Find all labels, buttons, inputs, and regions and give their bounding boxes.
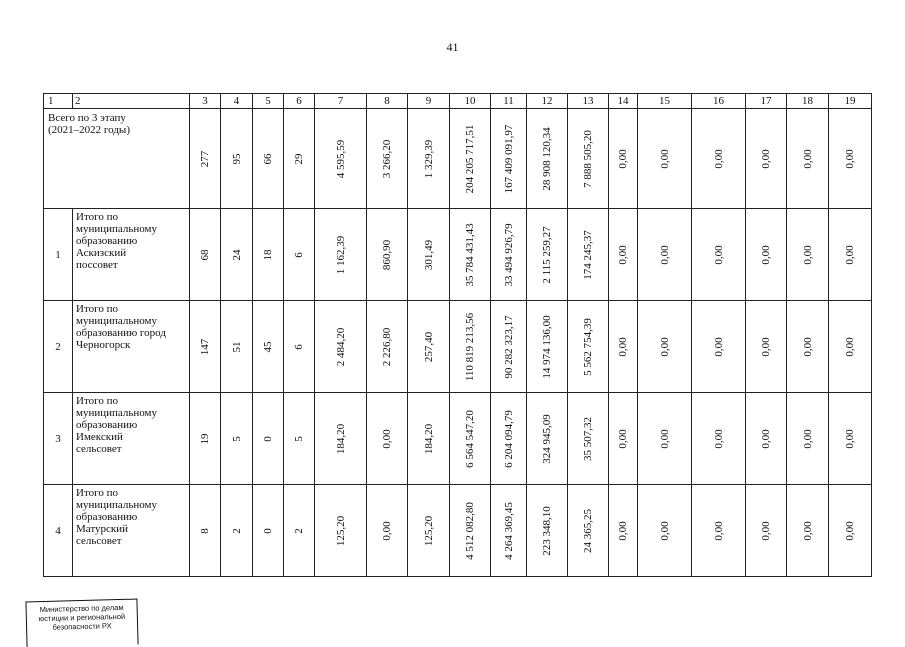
cell-value: 0,00 [712,148,725,169]
value-cell [221,301,253,393]
column-header: 5 [253,94,284,109]
name-line: Черногорск [76,339,131,351]
column-header: 2 [73,94,190,109]
value-cell [408,485,450,577]
cell-value: 174 245,37 [582,229,594,280]
name-line: муниципальному [76,315,158,327]
column-header: 11 [491,94,527,109]
value-cell [284,109,315,209]
cell-value: 0,00 [844,336,856,357]
table-row [44,393,872,485]
column-header: 15 [638,94,692,109]
cell-value: 5 562 754,39 [582,317,594,376]
cell-value: 0,00 [760,520,772,541]
cell-value: 301,49 [422,239,435,270]
column-header: 17 [746,94,787,109]
value-cell [491,485,527,577]
row-number: 2 [44,301,73,393]
cell-value: 28 908 120,34 [541,126,553,191]
cell-value: 0,00 [658,428,671,449]
value-cell [221,209,253,301]
value-cell [638,209,692,301]
name-line: поссовет [76,259,118,271]
cell-value: 0,00 [712,520,725,541]
cell-value: 0,00 [844,148,856,169]
cell-value: 2 115 259,27 [541,225,553,284]
column-header: 4 [221,94,253,109]
cell-value: 7 888 505,20 [582,129,594,188]
cell-value: 0,00 [844,244,856,265]
value-cell [568,393,609,485]
value-cell [315,393,367,485]
cell-value: 0,00 [760,336,772,357]
cell-value: 223 348,10 [541,505,553,556]
cell-value: 0,00 [617,520,629,541]
value-cell [284,393,315,485]
value-cell [284,209,315,301]
value-cell [190,485,221,577]
cell-value: 8 [199,527,211,534]
value-cell [746,209,787,301]
value-cell [568,485,609,577]
name-line: сельсовет [76,535,122,547]
municipality-name [73,485,190,577]
total-row [44,109,872,209]
cell-value: 90 282 323,17 [502,314,515,379]
cell-value: 35 784 431,43 [464,222,476,287]
value-cell [692,109,746,209]
cell-value: 0,00 [801,244,814,265]
cell-value: 167 409 091,97 [502,124,515,193]
value-cell [408,209,450,301]
cell-value: 6 [293,343,305,350]
cell-value: 860,90 [381,239,393,270]
name-line: Итого по [76,395,118,407]
cell-value: 68 [199,249,211,260]
column-header: 16 [692,94,746,109]
cell-value: 66 [262,153,274,164]
value-cell [221,485,253,577]
cell-value: 0 [262,435,274,442]
value-cell [284,485,315,577]
cell-value: 0,00 [712,244,725,265]
stamp-line: безопасности РХ [52,621,112,632]
cell-value: 2 [230,527,243,534]
cell-value: 45 [262,341,274,352]
value-cell [746,485,787,577]
value-cell [787,209,829,301]
cell-value: 2 [293,527,305,534]
cell-value: 51 [230,341,243,352]
cell-value: 0,00 [712,336,725,357]
cell-value: 0,00 [801,148,814,169]
cell-value: 4 512 082,80 [464,501,476,560]
value-cell [253,209,284,301]
value-cell [609,209,638,301]
value-cell [609,301,638,393]
name-line: Аскизский [76,247,127,259]
cell-value: 6 564 547,20 [464,409,476,468]
cell-value: 184,20 [422,423,435,454]
column-header: 12 [527,94,568,109]
value-cell [315,301,367,393]
cell-value: 0,00 [712,428,725,449]
cell-value: 0,00 [617,244,629,265]
value-cell [367,393,408,485]
name-line: муниципальному [76,499,158,511]
value-cell [568,109,609,209]
cell-value: 2 484,20 [334,327,347,366]
column-header: 10 [450,94,491,109]
name-line: муниципальному [76,223,158,235]
cell-value: 29 [293,153,305,164]
cell-value: 0,00 [801,520,814,541]
name-line: Имекский [76,431,123,443]
name-line: Итого по [76,487,118,499]
cell-value: 0,00 [658,148,671,169]
value-cell [450,393,491,485]
value-cell [746,109,787,209]
total-label-line: (2021–2022 годы) [48,124,130,136]
value-cell [450,301,491,393]
cell-value: 0,00 [381,520,393,541]
value-cell [221,393,253,485]
cell-value: 4 595,59 [334,139,347,178]
value-cell [609,109,638,209]
value-cell [692,393,746,485]
name-line: образованию [76,235,138,247]
cell-value: 0,00 [801,336,814,357]
cell-value: 24 [230,249,243,260]
cell-value: 0,00 [658,520,671,541]
cell-value: 324 945,09 [541,413,553,464]
cell-value: 33 494 926,79 [502,222,515,287]
cell-value: 0 [262,527,274,534]
cell-value: 24 365,25 [582,508,594,553]
value-cell [450,209,491,301]
municipality-name [73,393,190,485]
value-cell [450,109,491,209]
name-line: Итого по [76,303,118,315]
name-line: Матурский [76,523,129,535]
value-cell [315,485,367,577]
value-cell [253,109,284,209]
value-cell [491,301,527,393]
cell-value: 0,00 [381,428,393,449]
value-cell [692,209,746,301]
value-cell [491,109,527,209]
cell-value: 4 264 369,45 [502,501,515,560]
value-cell [284,301,315,393]
name-line: образованию [76,419,138,431]
cell-value: 1 329,39 [422,139,435,178]
value-cell [315,209,367,301]
value-cell [190,209,221,301]
column-header: 1 [44,94,73,109]
municipality-name [73,301,190,393]
value-cell [408,301,450,393]
cell-value: 184,20 [334,423,347,454]
value-cell [527,109,568,209]
value-cell [253,485,284,577]
value-cell [829,301,872,393]
total-label-line: Всего по 3 этапу [48,112,126,124]
column-header: 14 [609,94,638,109]
value-cell [829,109,872,209]
cell-value: 5 [230,435,243,442]
value-cell [527,301,568,393]
value-cell [190,301,221,393]
value-cell [568,209,609,301]
cell-value: 0,00 [844,428,856,449]
row-number: 1 [44,209,73,301]
cell-value: 14 974 136,00 [541,314,553,379]
cell-value: 0,00 [658,244,671,265]
cell-value: 2 226,80 [381,327,393,366]
value-cell [315,109,367,209]
value-cell [190,109,221,209]
cell-value: 125,20 [334,515,347,546]
name-line: образованию город [76,327,166,339]
value-cell [787,301,829,393]
cell-value: 6 [293,251,305,258]
cell-value: 19 [199,433,211,444]
cell-value: 5 [293,435,305,442]
stamp-line: Министерство по делам [39,602,124,615]
cell-value: 3 266,20 [381,139,393,178]
value-cell [638,109,692,209]
column-header: 9 [408,94,450,109]
column-header: 19 [829,94,872,109]
value-cell [746,393,787,485]
value-cell [450,485,491,577]
value-cell [221,109,253,209]
cell-value: 147 [199,338,211,355]
cell-value: 204 205 717,51 [464,124,476,193]
column-header: 8 [367,94,408,109]
municipality-name [73,209,190,301]
cell-value: 1 162,39 [334,235,347,274]
cell-value: 0,00 [760,428,772,449]
value-cell [787,109,829,209]
cell-value: 110 819 213,56 [464,312,476,381]
stamp-line: юстиции и региональной [38,611,126,624]
value-cell [367,485,408,577]
value-cell [491,209,527,301]
value-cell [527,393,568,485]
data-table [43,93,872,577]
column-header: 3 [190,94,221,109]
value-cell [491,393,527,485]
column-header: 6 [284,94,315,109]
value-cell [787,393,829,485]
cell-value: 35 507,32 [582,416,594,461]
cell-value: 0,00 [844,520,856,541]
header-row [44,94,872,109]
cell-value: 18 [262,249,274,260]
name-line: муниципальному [76,407,158,419]
table-row [44,301,872,393]
row-number: 4 [44,485,73,577]
value-cell [408,109,450,209]
value-cell [253,393,284,485]
value-cell [527,209,568,301]
value-cell [692,485,746,577]
value-cell [638,485,692,577]
page-number: 41 [446,40,459,54]
value-cell [190,393,221,485]
cell-value: 0,00 [801,428,814,449]
value-cell [829,209,872,301]
table-row [44,485,872,577]
cell-value: 0,00 [617,336,629,357]
cell-value: 257,40 [422,331,435,362]
cell-value: 277 [199,150,211,167]
cell-value: 0,00 [760,244,772,265]
value-cell [638,301,692,393]
value-cell [527,485,568,577]
total-label [44,109,190,209]
cell-value: 0,00 [658,336,671,357]
value-cell [367,301,408,393]
cell-value: 95 [230,153,243,164]
value-cell [692,301,746,393]
value-cell [829,393,872,485]
value-cell [367,109,408,209]
name-line: Итого по [76,211,118,223]
value-cell [609,485,638,577]
column-header: 18 [787,94,829,109]
cell-value: 0,00 [617,428,629,449]
table-row [44,209,872,301]
column-header: 13 [568,94,609,109]
value-cell [367,209,408,301]
value-cell [253,301,284,393]
value-cell [746,301,787,393]
value-cell [609,393,638,485]
value-cell [568,301,609,393]
column-header: 7 [315,94,367,109]
value-cell [787,485,829,577]
name-line: образованию [76,511,138,523]
value-cell [638,393,692,485]
value-cell [829,485,872,577]
row-number: 3 [44,393,73,485]
name-line: сельсовет [76,443,122,455]
cell-value: 6 204 094,79 [502,409,515,468]
value-cell [408,393,450,485]
cell-value: 0,00 [760,148,772,169]
cell-value: 0,00 [617,148,629,169]
cell-value: 125,20 [422,515,435,546]
